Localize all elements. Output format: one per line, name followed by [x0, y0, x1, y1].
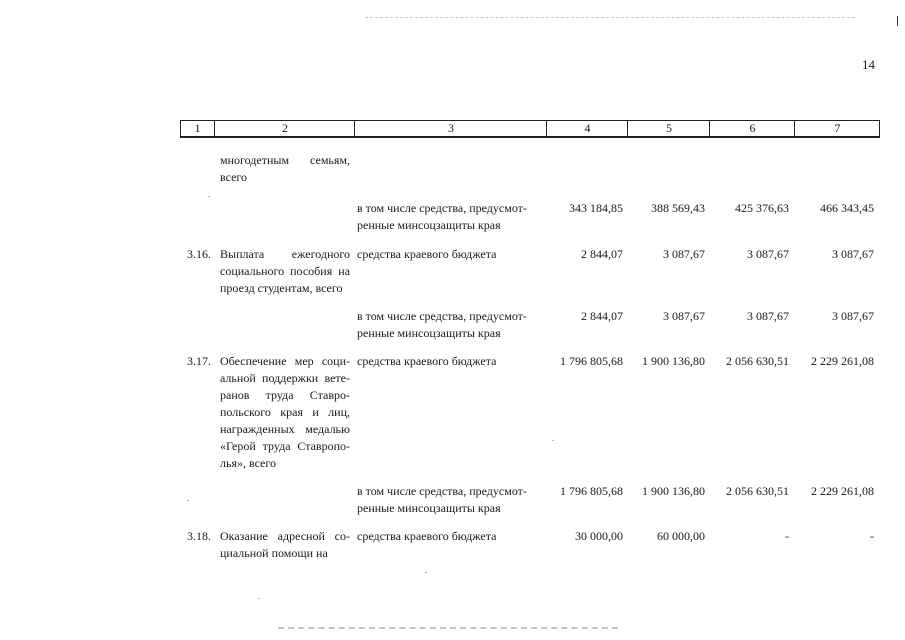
row-number: 3.16.	[187, 247, 211, 261]
column-header: 3	[354, 121, 547, 136]
column-header: 7	[794, 121, 880, 136]
scan-artifact-bottom	[278, 627, 618, 629]
row-value-col6: 425 376,63	[735, 201, 789, 215]
row-value-col5: 3 087,67	[663, 309, 705, 323]
column-header: 4	[546, 121, 628, 136]
scan-artifact-top	[365, 17, 855, 18]
row-value-col6: -	[785, 529, 789, 543]
row-funding-source: средства краевого бюджета	[357, 354, 497, 368]
row-value-col5: 60 000,00	[657, 529, 705, 543]
row-number: 3.18.	[187, 529, 211, 543]
column-header: 1	[194, 121, 201, 135]
scan-speck	[187, 500, 189, 501]
row-value-col4: 2 844,07	[581, 247, 623, 261]
row-description: Выплата ежегодного социального пособия на проезд студентам, всего	[220, 247, 350, 295]
row-value-col5: 1 900 136,80	[642, 354, 705, 368]
row-value-col6: 3 087,67	[747, 309, 789, 323]
row-value-col4: 1 796 805,68	[560, 354, 623, 368]
row-description: Обеспечение мер соци-альной поддержки вете-ранов труда Ставро-польского края и лиц, награжденных медалью «Герой труда Ставропо-лья», всего	[220, 354, 350, 470]
row-value-col6: 3 087,67	[747, 247, 789, 261]
row-funding-source: в том числе средства, предусмот-ренные минсоцзащиты края	[357, 484, 527, 515]
row-description: Оказание адресной со-циальной помощи на	[220, 529, 350, 560]
row-funding-source: в том числе средства, предусмот-ренные минсоцзащиты края	[357, 201, 527, 232]
row-value-col5: 388 569,43	[651, 201, 705, 215]
row-funding-source: средства краевого бюджета	[357, 247, 497, 261]
row-value-col4: 343 184,85	[569, 201, 623, 215]
row-value-col7: -	[870, 529, 874, 543]
scan-speck	[552, 440, 554, 441]
column-header: 2	[214, 121, 355, 136]
row-description: многодетным семьям, всего	[220, 153, 350, 184]
row-funding-source: в том числе средства, предусмот-ренные минсоцзащиты края	[357, 309, 527, 340]
row-value-col4: 30 000,00	[575, 529, 623, 543]
row-value-col7: 3 087,67	[832, 309, 874, 323]
row-value-col5: 3 087,67	[663, 247, 705, 261]
row-value-col7: 3 087,67	[832, 247, 874, 261]
row-value-col7: 2 229 261,08	[811, 354, 874, 368]
table-header-row	[180, 120, 880, 138]
row-value-col4: 2 844,07	[581, 309, 623, 323]
column-header: 6	[709, 121, 795, 136]
row-funding-source: средства краевого бюджета	[357, 529, 497, 543]
page-number: 14	[862, 57, 875, 72]
row-value-col5: 1 900 136,80	[642, 484, 705, 498]
row-value-col4: 1 796 805,68	[560, 484, 623, 498]
scan-artifact-tick	[897, 16, 898, 26]
column-header: 5	[627, 121, 710, 136]
row-value-col6: 2 056 630,51	[726, 484, 789, 498]
row-value-col7: 2 229 261,08	[811, 484, 874, 498]
row-number: 3.17.	[187, 354, 211, 368]
scan-speck	[258, 598, 260, 599]
row-value-col6: 2 056 630,51	[726, 354, 789, 368]
scan-speck	[208, 196, 210, 197]
row-value-col7: 466 343,45	[820, 201, 874, 215]
scan-speck	[425, 572, 427, 573]
